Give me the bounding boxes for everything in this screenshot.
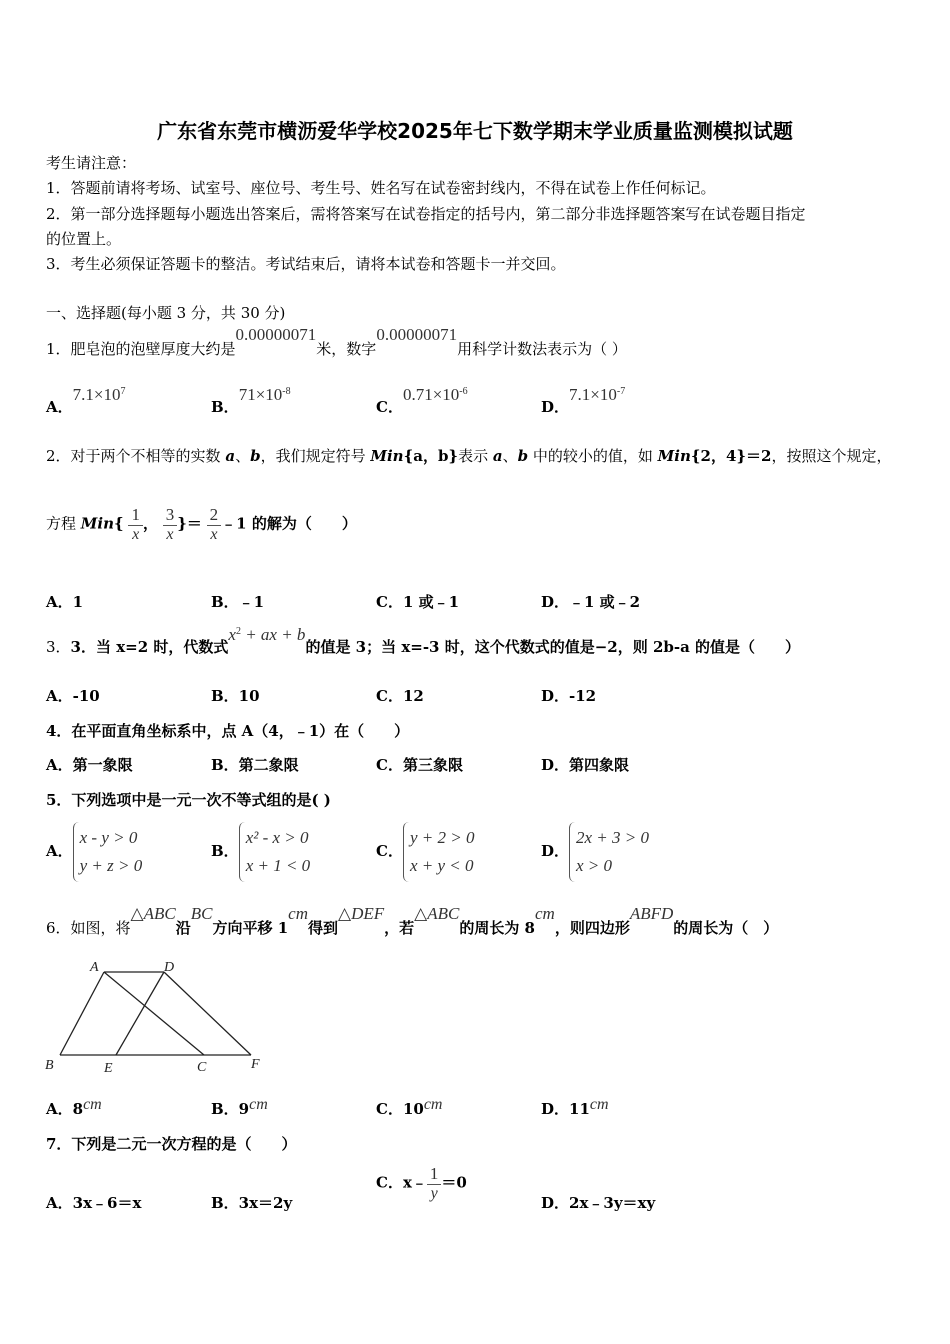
vertex-label: C [197, 1060, 207, 1075]
notice-item: 3．考生必须保证答题卡的整洁。考试结束后，请将本试卷和答题卡一并交回。 [46, 255, 566, 273]
q2-option-a[interactable]: A．1 [46, 593, 84, 611]
notice-item: 2．第一部分选择题每小题选出答案后，需将答案写在试卷指定的括号内，第二部分非选择题答案写在试卷题目指定 [46, 205, 806, 223]
q7-option-c[interactable]: C．x﹣ $\frac{1}{y}$ ＝0 [376, 1164, 467, 1202]
vertex-label: A [90, 960, 99, 975]
q7-option-d[interactable]: D．2x﹣3y＝xy [541, 1194, 656, 1212]
q4-option-b[interactable]: B．第二象限 [211, 756, 299, 774]
question-5: 5．下列选项中是一元一次不等式组的是( ) [46, 791, 331, 809]
fraction: $\frac{3}{x}$ [163, 505, 178, 544]
q1-text: 米，数字 [316, 340, 377, 358]
inequality-system: x - y > 0 y + z > 0 [73, 822, 143, 882]
fraction: $\frac{2}{x}$ [207, 505, 222, 544]
notice-heading: 考生请注意： [46, 154, 137, 172]
q3-option-c[interactable]: C．12 [376, 687, 424, 705]
fraction: $\frac{1}{y}$ [427, 1164, 442, 1203]
inequality-system: 2x + 3 > 0 x > 0 [569, 822, 649, 882]
q1-text: 1．肥皂泡的泡壁厚度大约是 [46, 340, 236, 358]
fraction: $\frac{1}{x}$ [128, 505, 143, 544]
q2-option-b[interactable]: B．﹣1 [211, 593, 265, 611]
question-2: 2．对于两个不相等的实数 a、b，我们规定符号 Min{a，b}表示 a、b 中的较小的值，如 Min{2，4}＝2，按照这个规定， [46, 447, 892, 465]
section-heading: 一、选择题(每小题 3 分，共 30 分) [46, 304, 286, 322]
q3-option-b[interactable]: B．10 [211, 687, 260, 705]
q6-option-b[interactable]: B．9cm [211, 1096, 268, 1118]
q7-option-b[interactable]: B．3x＝2y [211, 1194, 293, 1212]
q5-option-b[interactable]: B．x² - x > 0 x + 1 < 0 [211, 822, 310, 882]
q5-option-a[interactable]: A．x - y > 0 y + z > 0 [46, 822, 142, 882]
question-6: 6．如图，将△ABC沿BC方向平移 1cm得到△DEF，若△ABC的周长为 8cm，则四边形ABFD的周长为（ ） [46, 904, 779, 937]
q6-option-c[interactable]: C．10cm [376, 1096, 443, 1118]
q5-option-d[interactable]: D．2x + 3 > 0 x > 0 [541, 822, 649, 882]
q1-number: 0.00000071 [235, 325, 317, 344]
q7-option-a[interactable]: A．3x﹣6＝x [46, 1194, 142, 1212]
question-3: 3．3．当 x=2 时，代数式$x^2$ + ax + b的值是 3；当 x=-3 时，这个代数式的值是−2，则 2b-a 的值是（ ） [46, 625, 801, 656]
vertex-label: E [104, 1061, 113, 1076]
q1-option-b[interactable]: B．$71\times 10^{-8}$ [211, 385, 291, 416]
q1-option-d[interactable]: D．$7.1\times 10^{-7}$ [541, 385, 626, 416]
q4-option-d[interactable]: D．第四象限 [541, 756, 630, 774]
question-4: 4．在平面直角坐标系中，点 A（4，﹣1）在（ ） [46, 722, 410, 740]
q4-option-a[interactable]: A．第一象限 [46, 756, 133, 774]
q1-text: 用科学计数法表示为（ ） [457, 340, 627, 358]
translation-figure [40, 955, 270, 1080]
question-1 [46, 325, 627, 359]
question-7: 7．下列是二元一次方程的是（ ） [46, 1135, 297, 1153]
q1-option-c[interactable]: C．$0.71\times 10^{-6}$ [376, 385, 468, 416]
q6-option-a[interactable]: A．8cm [46, 1096, 102, 1118]
inequality-system: y + 2 > 0 x + y < 0 [403, 822, 475, 882]
inequality-system: x² - x > 0 x + 1 < 0 [239, 822, 311, 882]
q3-option-d[interactable]: D．-12 [541, 687, 597, 705]
notice-item: 1．答题前请将考场、试室号、座位号、考生号、姓名写在试卷密封线内，不得在试卷上作任何标记。 [46, 179, 716, 197]
q5-option-c[interactable]: C．y + 2 > 0 x + y < 0 [376, 822, 474, 882]
q1-option-a[interactable]: A．$7.1\times 10^7$ [46, 385, 126, 416]
q3-option-a[interactable]: A．-10 [46, 687, 100, 705]
q4-option-c[interactable]: C．第三象限 [376, 756, 463, 774]
vertex-label: B [45, 1058, 54, 1073]
notice-item: 的位置上。 [46, 230, 122, 248]
q2-equation: 方程 Min{ $\frac{1}{x}$ ， $\frac{3}{x}$ }＝ $\frac{2}{x}$ ﹣1 的解为（ ） [46, 505, 357, 543]
vertex-label: F [251, 1057, 260, 1072]
page-title: 广东省东莞市横沥爱华学校2025年七下数学期末学业质量监测模拟试题 [157, 119, 793, 143]
q2-option-c[interactable]: C．1 或﹣1 [376, 593, 460, 611]
q2-option-d[interactable]: D．﹣1 或﹣2 [541, 593, 641, 611]
vertex-label: D [164, 960, 175, 975]
q6-option-d[interactable]: D．11cm [541, 1096, 609, 1118]
q1-number: 0.00000071 [376, 325, 458, 344]
